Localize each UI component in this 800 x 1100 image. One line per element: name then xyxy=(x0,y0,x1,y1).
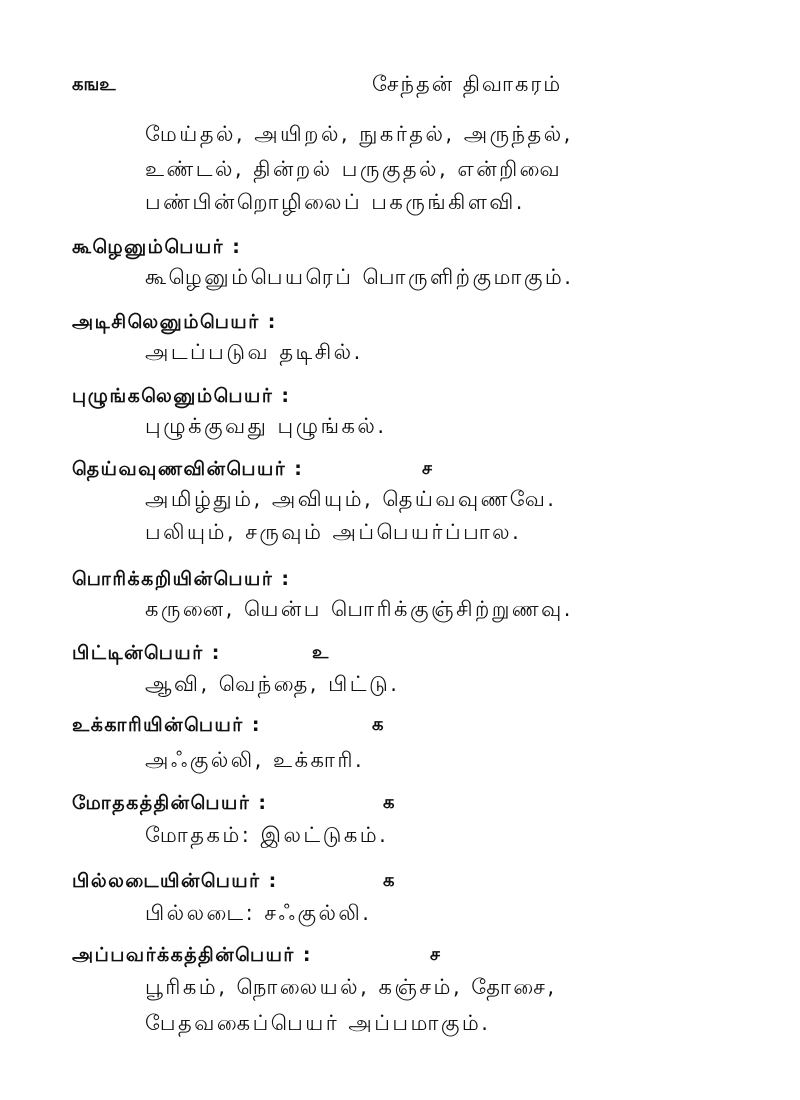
entry-count: க xyxy=(372,714,384,735)
intro-line: மேய்தல், அயிறல், நுகர்தல், அருந்தல், xyxy=(145,122,573,146)
intro-line: பண்பின்றொழிலைப் பகருங்கிளவி. xyxy=(145,190,525,214)
entry-line: அடப்படுவ தடிசில். xyxy=(145,340,363,364)
page-number: கஙஉ xyxy=(72,74,116,95)
entry-count: உ xyxy=(312,642,329,663)
entry-line: பூரிகம், நொலையல், கஞ்சம், தோசை, xyxy=(145,975,557,999)
entry-line: கருனை, யென்ப பொரிக்குஞ்சிற்றுணவு. xyxy=(145,597,573,621)
entry-line: அமிழ்தும், அவியும், தெய்வவுணவே. xyxy=(145,487,557,511)
entry-heading: புழுங்கலெனும்பெயர் : xyxy=(72,385,291,407)
entry-line: மோதகம்: இலட்டுகம். xyxy=(145,823,389,847)
entry-line: அஃகுல்லி, உக்காரி. xyxy=(145,748,365,772)
entry-line: கூழெனும்பெயரெப் பொருளிற்குமாகும். xyxy=(145,265,574,289)
entry-heading: பிட்டின்பெயர் : xyxy=(72,642,221,664)
entry-line: புழுக்குவது புழுங்கல். xyxy=(145,414,387,438)
entry-heading: மோதகத்தின்பெயர் : xyxy=(72,792,268,814)
entry-heading: கூழெனும்பெயர் : xyxy=(72,236,242,258)
entry-heading: உக்காரியின்பெயர் : xyxy=(72,714,261,736)
entry-heading: அப்பவர்க்கத்தின்பெயர் : xyxy=(72,944,313,966)
entry-count: க xyxy=(383,870,395,891)
entry-line: பில்லடை: சஃகுல்லி. xyxy=(145,901,372,925)
entry-count: ச xyxy=(430,944,440,965)
entry-count: க xyxy=(383,792,395,813)
running-title: சேந்தன் திவாகரம் xyxy=(372,72,563,96)
entry-heading: அடிசிலெனும்பெயர் : xyxy=(72,311,277,333)
entry-line: பேதவகைப்பெயர் அப்பமாகும். xyxy=(145,1011,491,1035)
entry-heading: பொரிக்கறியின்பெயர் : xyxy=(72,568,291,590)
entry-heading: தெய்வவுணவின்பெயர் : xyxy=(72,458,304,480)
entry-count: ச xyxy=(422,458,432,479)
intro-line: உண்டல், தின்றல் பருகுதல், என்றிவை xyxy=(145,157,563,181)
entry-line: பலியும், சருவும் அப்பெயர்ப்பால. xyxy=(145,520,522,544)
entry-heading: பில்லடையின்பெயர் : xyxy=(72,870,278,892)
entry-line: ஆவி, வெந்தை, பிட்டு. xyxy=(145,672,400,696)
